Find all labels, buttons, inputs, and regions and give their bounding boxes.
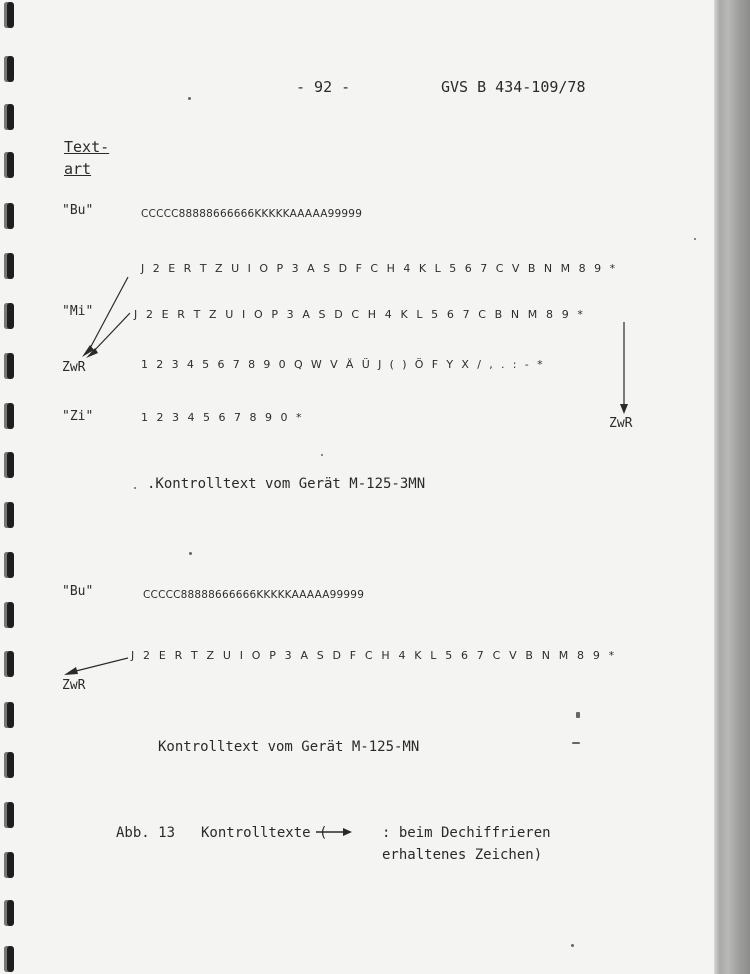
paper-speck — [134, 487, 136, 489]
document-reference: GVS B 434-109/78 — [441, 78, 586, 96]
paper-speck — [694, 238, 696, 240]
figure-caption-line1: Kontrolltexte ( — [201, 825, 328, 841]
paper-speck — [572, 742, 580, 744]
column-heading-line2: art — [64, 160, 92, 178]
zwr-label-right: ZwR — [609, 416, 633, 431]
arrow-line-upper — [88, 277, 128, 352]
digits-row: 1 2 3 4 5 6 7 8 9 0 Q W V Ä Ü J ( ) Ö F Y X / , . : - * — [141, 358, 544, 371]
column-heading-line1: Text- — [64, 138, 110, 156]
zi-label: "Zi" — [62, 409, 94, 424]
arrowhead-section2 — [64, 667, 78, 675]
mi-label: "Mi" — [62, 304, 94, 319]
paper-speck — [188, 97, 191, 100]
figure-caption-line2: erhaltenes Zeichen) — [382, 847, 543, 863]
bu-label-2: "Bu" — [62, 584, 94, 599]
section1-caption: .Kontrolltext vom Gerät M-125-3MN — [147, 476, 426, 492]
letters-row-mi: J 2 E R T Z U I O P 3 A S D C H 4 K L 5 6 7 C B N M 8 9 * — [134, 308, 584, 321]
zwr-label-2: ZwR — [62, 678, 86, 693]
paper-speck — [321, 454, 323, 456]
letters-row-2: J 2 E R T Z U I O P 3 A S D F C H 4 K L 5 6 7 C V B N M 8 9 * — [131, 649, 615, 662]
paper-speck — [571, 944, 574, 947]
letters-row-top: J 2 E R T Z U I O P 3 A S D F C H 4 K L 5 6 7 C V B N M 8 9 * — [141, 262, 616, 275]
figure-label: Abb. 13 — [116, 825, 176, 841]
vertical-arrowhead — [620, 404, 628, 414]
bu-label: "Bu" — [62, 203, 94, 218]
zwr-label-left: ZwR — [62, 360, 86, 375]
arrow-line-section2 — [72, 658, 128, 672]
figure-caption-line1-rest: : beim Dechiffrieren — [382, 825, 551, 841]
bu-sequence: CCCCC88888666666KKKKKAAAAA99999 — [141, 208, 363, 220]
section2-caption: Kontrolltext vom Gerät M-125-MN — [158, 739, 420, 755]
paper-speck — [576, 712, 580, 718]
bu-sequence-2: CCCCC88888666666KKKKKAAAAA99999 — [143, 589, 365, 601]
legend-dash-arrowhead — [343, 828, 352, 836]
zi-sequence: 1 2 3 4 5 6 7 8 9 0 * — [141, 411, 303, 424]
paper-speck — [189, 552, 192, 555]
page-number: - 92 - — [296, 78, 351, 96]
